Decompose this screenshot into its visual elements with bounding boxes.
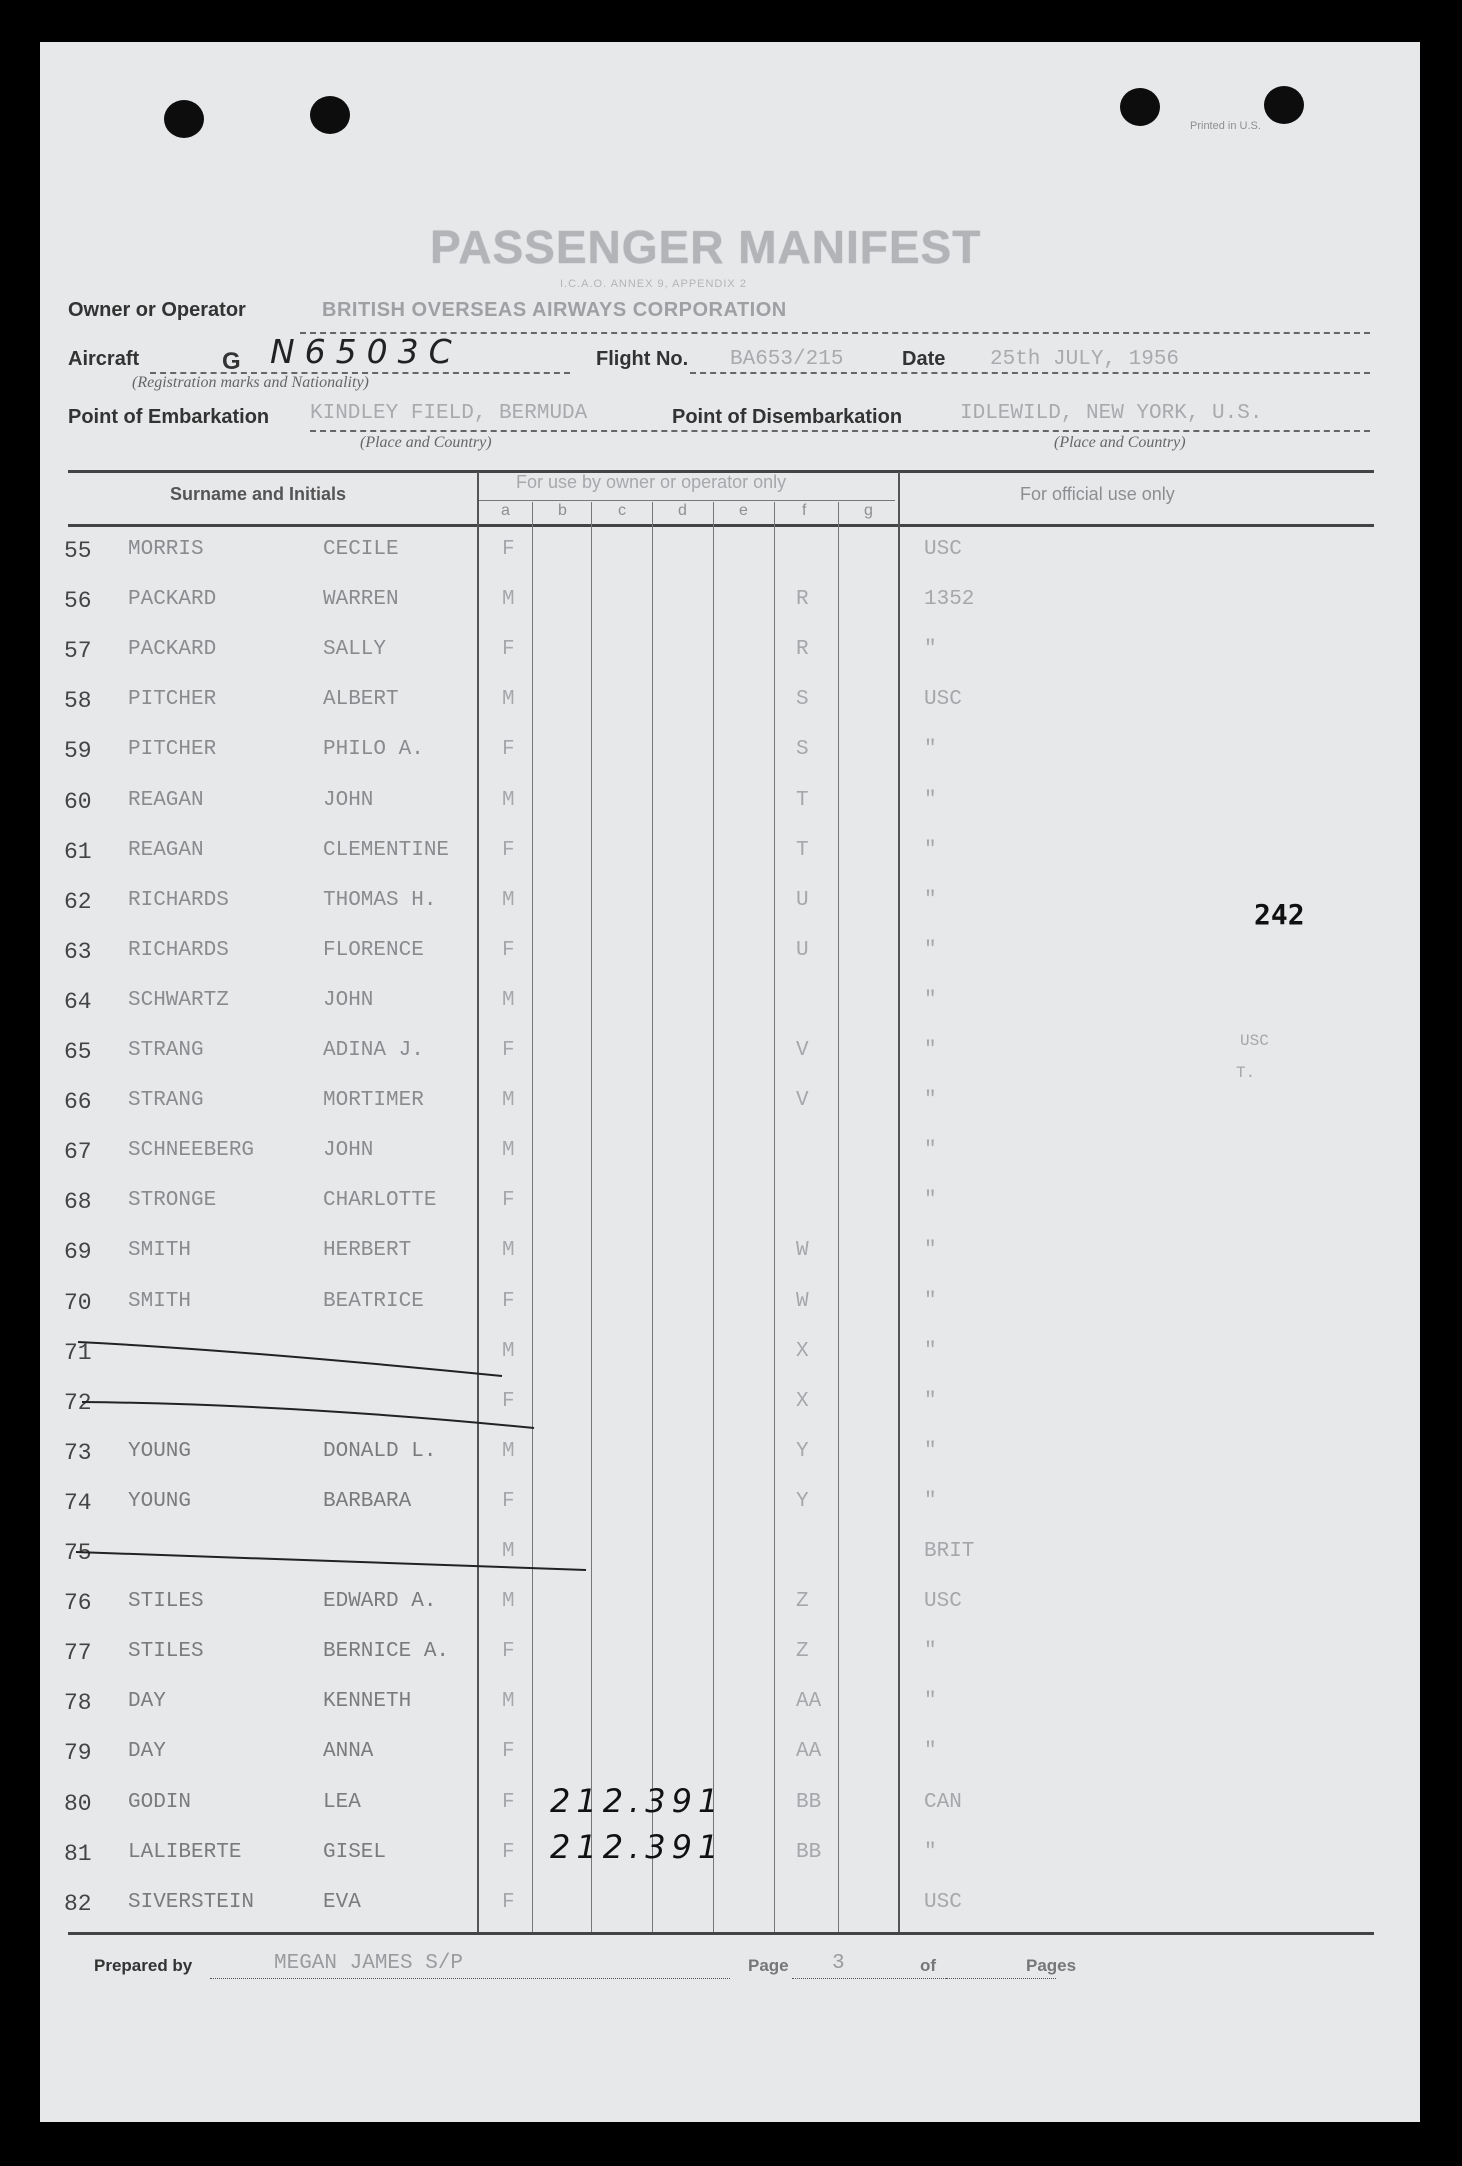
passenger-code-f: T	[796, 838, 809, 862]
disembark-place-note: (Place and Country)	[1054, 434, 1186, 451]
passenger-surname: REAGAN	[128, 838, 204, 862]
passenger-surname: SIVERSTEIN	[128, 1890, 255, 1914]
passenger-code-f: R	[796, 638, 809, 662]
passenger-sex: M	[502, 888, 515, 912]
pages-label: Pages	[1026, 1956, 1077, 1975]
aircraft-value: N6503C	[270, 332, 462, 371]
passenger-given-name: BERNICE A.	[323, 1640, 450, 1664]
passenger-given-name: CLEMENTINE	[323, 838, 450, 862]
passenger-code-f: BB	[796, 1840, 822, 1864]
passenger-given-name: CHARLOTTE	[323, 1189, 437, 1213]
passenger-surname: YOUNG	[128, 1489, 192, 1513]
official-use: "	[924, 988, 937, 1012]
official-use: USC	[924, 538, 962, 561]
passenger-sex: F	[502, 1289, 515, 1313]
passenger-code-f: V	[796, 1039, 809, 1062]
page-title: PASSENGER MANIFEST	[430, 221, 982, 273]
of-rule	[946, 1978, 1056, 1979]
passenger-sex: M	[502, 688, 515, 712]
row-number: 59	[64, 738, 92, 765]
official-use: "	[924, 638, 937, 662]
row-number: 69	[64, 1239, 92, 1266]
passenger-given-name: JOHN	[323, 788, 374, 812]
passenger-sex: F	[502, 738, 515, 762]
page-value: 3	[832, 1952, 845, 1975]
passenger-sex: F	[502, 1389, 515, 1413]
passenger-given-name: JOHN	[323, 988, 374, 1012]
passenger-given-name: SALLY	[323, 638, 387, 662]
passenger-code-f: AA	[796, 1690, 822, 1714]
passenger-sex: F	[502, 1840, 515, 1864]
passenger-given-name: JOHN	[323, 1139, 374, 1163]
official-use: USC	[924, 1890, 962, 1914]
passenger-surname: PITCHER	[128, 738, 217, 762]
row-number: 67	[64, 1139, 92, 1166]
official-use: "	[924, 1139, 937, 1163]
disembark-label: Point of Disembarkation	[672, 406, 903, 428]
passenger-given-name: PHILO A.	[323, 738, 424, 762]
passenger-sex: M	[502, 788, 515, 812]
official-use: "	[924, 738, 937, 762]
row-number: 80	[64, 1790, 92, 1817]
handwritten-number-81: 212.391	[550, 1828, 725, 1866]
passenger-sex: M	[502, 1339, 515, 1363]
owner-label: Owner or Operator	[68, 299, 246, 321]
passenger-surname: SCHWARTZ	[128, 988, 229, 1012]
registration-note: (Registration marks and Nationality)	[132, 374, 369, 391]
passenger-given-name: FLORENCE	[323, 938, 424, 962]
passenger-sex: M	[502, 1540, 515, 1563]
official-use: "	[924, 1840, 937, 1864]
official-use: USC	[924, 688, 962, 712]
passenger-code-f: T	[796, 788, 809, 812]
passenger-surname: RICHARDS	[128, 888, 229, 912]
subcol-header-f: f	[802, 502, 807, 519]
passenger-sex: M	[502, 1590, 515, 1614]
passenger-given-name: BARBARA	[323, 1489, 412, 1513]
corner-print-note: Printed in U.S.	[1190, 120, 1261, 132]
page-subtitle: I.C.A.O. ANNEX 9, APPENDIX 2	[560, 278, 747, 290]
manifest-sheet	[40, 42, 1420, 2122]
passenger-given-name: THOMAS H.	[323, 888, 437, 912]
passenger-code-f: BB	[796, 1790, 822, 1814]
embark-place-note: (Place and Country)	[360, 434, 492, 451]
row-number: 82	[64, 1890, 92, 1917]
row-number: 68	[64, 1189, 92, 1216]
passenger-surname: MORRIS	[128, 538, 204, 561]
row-number: 72	[64, 1389, 92, 1416]
row-number: 77	[64, 1640, 92, 1667]
passenger-surname: LALIBERTE	[128, 1840, 242, 1864]
passenger-code-f: S	[796, 738, 809, 762]
official-use: "	[924, 938, 937, 962]
passenger-sex: F	[502, 1740, 515, 1764]
page-stamp-number: 242	[1254, 898, 1305, 931]
row-number: 63	[64, 938, 92, 965]
row-number: 73	[64, 1439, 92, 1466]
passenger-surname: PITCHER	[128, 688, 217, 712]
passenger-sex: F	[502, 1189, 515, 1213]
date-label: Date	[902, 348, 946, 370]
embark-label: Point of Embarkation	[68, 406, 270, 428]
passenger-code-f: Z	[796, 1640, 809, 1664]
passenger-given-name: EVA	[323, 1890, 361, 1914]
subcol-header-d: d	[678, 502, 687, 519]
row-number: 79	[64, 1740, 92, 1767]
flight-label: Flight No.	[596, 348, 689, 370]
row-number: 64	[64, 988, 92, 1015]
row-number: 65	[64, 1039, 92, 1065]
passenger-surname: GODIN	[128, 1790, 192, 1814]
passenger-given-name: DONALD L.	[323, 1439, 437, 1463]
passenger-surname: PACKARD	[128, 588, 217, 612]
passenger-surname: SMITH	[128, 1289, 192, 1313]
col-name-header: Surname and Initials	[170, 484, 347, 504]
strike-line-71	[78, 1342, 502, 1376]
row-number: 61	[64, 838, 92, 865]
row-number: 56	[64, 588, 92, 615]
official-use: "	[924, 1289, 937, 1313]
passenger-given-name: HERBERT	[323, 1239, 412, 1263]
date-value: 25th JULY, 1956	[990, 348, 1180, 371]
passenger-surname: DAY	[128, 1740, 166, 1764]
margin-note-usc: USC	[1240, 1032, 1269, 1050]
official-use: BRIT	[924, 1540, 975, 1563]
passenger-given-name: LEA	[323, 1790, 361, 1814]
embark-value: KINDLEY FIELD, BERMUDA	[310, 402, 588, 425]
passenger-given-name: KENNETH	[323, 1690, 412, 1714]
row-number: 81	[64, 1840, 92, 1867]
prepared-label: Prepared by	[94, 1956, 193, 1975]
disembark-value: IDLEWILD, NEW YORK, U.S.	[960, 402, 1263, 425]
passenger-code-f: X	[796, 1389, 809, 1413]
passenger-sex: M	[502, 1139, 515, 1163]
row-number: 75	[64, 1540, 92, 1566]
passenger-sex: F	[502, 638, 515, 662]
strike-line-72	[82, 1402, 534, 1428]
passenger-sex: M	[502, 1089, 515, 1113]
row-number: 55	[64, 538, 92, 564]
passenger-sex: F	[502, 1640, 515, 1664]
flight-value: BA653/215	[730, 348, 844, 371]
passenger-sex: M	[502, 1690, 515, 1714]
official-use: "	[924, 1089, 937, 1113]
passenger-code-f: U	[796, 888, 809, 912]
passenger-given-name: BEATRICE	[323, 1289, 424, 1313]
official-use: USC	[924, 1590, 962, 1614]
row-number: 66	[64, 1089, 92, 1116]
subcol-header-g: g	[864, 502, 873, 519]
passenger-given-name: CECILE	[323, 538, 399, 561]
official-use: "	[924, 1640, 937, 1664]
passenger-surname: STRANG	[128, 1089, 204, 1113]
passenger-given-name: EDWARD A.	[323, 1590, 437, 1614]
passenger-surname: REAGAN	[128, 788, 204, 812]
page-rule	[792, 1978, 952, 1979]
passenger-surname: DAY	[128, 1690, 166, 1714]
passenger-code-f: Z	[796, 1590, 809, 1614]
passenger-given-name: MORTIMER	[323, 1089, 424, 1113]
passenger-code-f: Y	[796, 1489, 809, 1513]
row-number: 70	[64, 1289, 92, 1316]
owner-value: BRITISH OVERSEAS AIRWAYS CORPORATION	[322, 299, 787, 321]
passenger-sex: F	[502, 838, 515, 862]
row-number: 78	[64, 1690, 92, 1717]
row-number: 60	[64, 788, 92, 815]
official-use: "	[924, 788, 937, 812]
aircraft-label: Aircraft	[68, 348, 140, 370]
handwritten-number-80: 212.391	[550, 1782, 725, 1820]
strike-lines	[40, 42, 1420, 2122]
official-use: "	[924, 1690, 937, 1714]
passenger-given-name: ADINA J.	[323, 1039, 424, 1062]
passenger-code-f: S	[796, 688, 809, 712]
passenger-sex: M	[502, 1239, 515, 1263]
passenger-surname: STRONGE	[128, 1189, 217, 1213]
strike-line-75	[76, 1552, 586, 1570]
passenger-given-name: WARREN	[323, 588, 399, 612]
passenger-code-f: AA	[796, 1740, 822, 1764]
passenger-surname: YOUNG	[128, 1439, 192, 1463]
passenger-given-name: ALBERT	[323, 688, 399, 712]
official-use: "	[924, 1339, 937, 1363]
subcol-header-e: e	[739, 502, 748, 519]
passenger-sex: F	[502, 938, 515, 962]
prepared-value: MEGAN JAMES S/P	[274, 1952, 464, 1975]
row-number: 62	[64, 888, 92, 915]
passenger-code-f: U	[796, 938, 809, 962]
row-number: 58	[64, 688, 92, 715]
passenger-code-f: W	[796, 1239, 809, 1263]
official-use: CAN	[924, 1790, 962, 1814]
passenger-code-f: Y	[796, 1439, 809, 1463]
col-owner-header: For use by owner or operator only	[516, 472, 787, 492]
subcol-header-c: c	[618, 502, 626, 519]
aircraft-prefix: G	[222, 348, 241, 375]
passenger-given-name: GISEL	[323, 1840, 387, 1864]
page-label: Page	[748, 1956, 789, 1975]
passenger-surname: PACKARD	[128, 638, 217, 662]
official-use: "	[924, 1439, 937, 1463]
passenger-sex: F	[502, 1890, 515, 1914]
passenger-sex: M	[502, 1439, 515, 1463]
passenger-code-f: W	[796, 1289, 809, 1313]
row-number: 57	[64, 638, 92, 665]
passenger-given-name: ANNA	[323, 1740, 374, 1764]
passenger-code-f: X	[796, 1339, 809, 1363]
passenger-surname: SCHNEEBERG	[128, 1139, 255, 1163]
passenger-sex: M	[502, 988, 515, 1012]
passenger-surname: RICHARDS	[128, 938, 229, 962]
passenger-sex: F	[502, 1790, 515, 1814]
passenger-surname: STILES	[128, 1590, 204, 1614]
passenger-sex: M	[502, 588, 515, 612]
official-use: "	[924, 1239, 937, 1263]
passenger-sex: F	[502, 1039, 515, 1062]
prepared-rule	[210, 1978, 730, 1979]
passenger-surname: STRANG	[128, 1039, 204, 1062]
passenger-sex: F	[502, 538, 515, 561]
subcol-header-a: a	[501, 502, 510, 519]
official-use: "	[924, 1489, 937, 1513]
of-label: of	[920, 1956, 937, 1975]
official-use: "	[924, 1740, 937, 1764]
subcol-header-b: b	[558, 502, 567, 519]
official-use: "	[924, 1389, 937, 1413]
official-use: 1352	[924, 588, 975, 612]
official-use: "	[924, 1189, 937, 1213]
row-number: 76	[64, 1590, 92, 1617]
margin-note-t: T.	[1236, 1064, 1256, 1082]
passenger-sex: F	[502, 1489, 515, 1513]
official-use: "	[924, 1039, 937, 1062]
row-number: 71	[64, 1339, 92, 1366]
passenger-surname: STILES	[128, 1640, 204, 1664]
official-use: "	[924, 888, 937, 912]
col-official-header: For official use only	[1020, 484, 1175, 504]
official-use: "	[924, 838, 937, 862]
passenger-code-f: R	[796, 588, 809, 612]
passenger-code-f: V	[796, 1089, 809, 1113]
row-number: 74	[64, 1489, 92, 1516]
passenger-surname: SMITH	[128, 1239, 192, 1263]
